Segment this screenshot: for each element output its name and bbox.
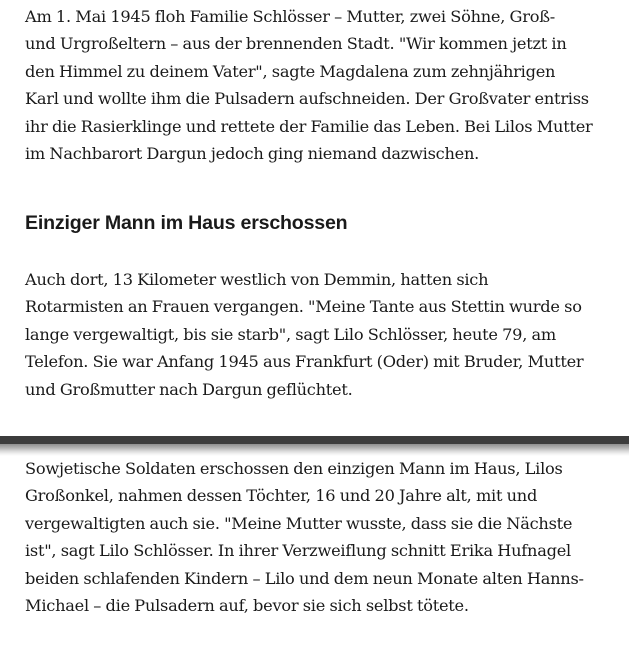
article-paragraph (25, 3, 615, 167)
paragraph-line: Michael – die Pulsadern auf, bevor sie sich selbst tötete. (25, 596, 469, 616)
paragraph-line: lange vergewaltigt, bis sie starb", sagt Lilo Schlösser, heute 79, am (25, 324, 556, 344)
paragraph-line: Rotarmisten an Frauen vergangen. "Meine Tante aus Stettin wurde so (25, 297, 582, 317)
paragraph-line: Am 1. Mai 1945 floh Familie Schlösser – Mutter, zwei Söhne, Groß- (25, 7, 555, 26)
paragraph-line: Auch dort, 13 Kilometer westlich von Demmin, hatten sich (25, 270, 489, 289)
paragraph-line: und Großmutter nach Dargun geflüchtet. (25, 379, 353, 399)
article-paragraph (25, 455, 615, 619)
paragraph-line: Großonkel, nahmen dessen Töchter, 16 und 20 Jahre alt, mit und (25, 486, 538, 506)
paragraph-line: ihr die Rasierklinge und rettete der Familie das Leben. Bei Lilos Mutter (25, 116, 593, 136)
paragraph-line: und Urgroßeltern – aus der brennenden Stadt. "Wir kommen jetzt in (25, 34, 567, 54)
paragraph-line: Karl und wollte ihm die Pulsadern aufschneiden. Der Großvater entriss (25, 89, 589, 109)
section-divider (0, 436, 629, 456)
paragraph-line: Sowjetische Soldaten erschossen den einzigen Mann im Haus, Lilos (25, 459, 563, 478)
paragraph-line: ist", sagt Lilo Schlösser. In ihrer Verzweiflung schnitt Erika Hufnagel (25, 541, 571, 561)
section-heading: Einziger Mann im Haus erschossen (25, 212, 348, 234)
paragraph-line: den Himmel zu deinem Vater", sagte Magdalena zum zehnjährigen (25, 61, 556, 81)
paragraph-line: im Nachbarort Dargun jedoch ging niemand dazwischen. (25, 144, 480, 164)
paragraph-line: beiden schlafenden Kindern – Lilo und dem neun Monate alten Hanns- (25, 568, 584, 588)
article-paragraph (25, 266, 615, 403)
paragraph-line: Telefon. Sie war Anfang 1945 aus Frankfurt (Oder) mit Bruder, Mutter (25, 352, 584, 372)
paragraph-line: vergewaltigten auch sie. "Meine Mutter wusste, dass sie die Nächste (25, 513, 573, 533)
